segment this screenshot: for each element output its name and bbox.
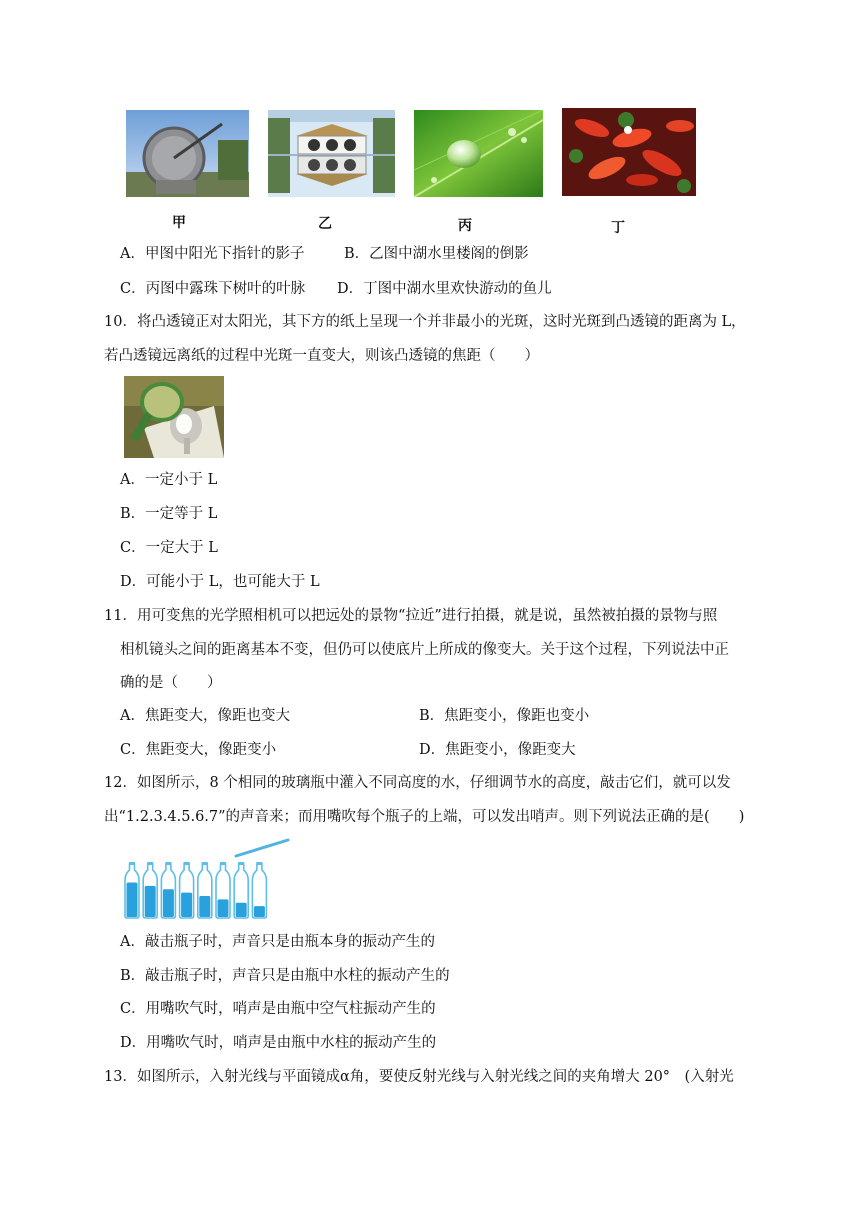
koi-fish-photo — [562, 108, 696, 196]
bottle — [143, 862, 157, 918]
magnifier-photo — [124, 376, 224, 458]
bottle-water — [163, 889, 174, 917]
bottle — [252, 862, 266, 918]
caption-bing: 丙 — [458, 218, 472, 234]
q9-option-d: D．丁图中湖水里欢快游动的鱼儿 — [337, 281, 552, 297]
caption-yi: 乙 — [318, 216, 332, 232]
pavilion-reflection-photo — [268, 110, 395, 197]
q11-stem-line3: 确的是（ ） — [120, 675, 222, 691]
bottle — [234, 862, 248, 918]
q12-option-b: B．敲击瓶子时，声音只是由瓶中水柱的振动产生的 — [120, 968, 450, 984]
q11-option-a: A．焦距变大，像距也变大 — [120, 708, 290, 724]
bottle-water — [254, 906, 265, 917]
q11-stem-line2: 相机镜头之间的距离基本不变，但仍可以使底片上所成的像变大。关于这个过程，下列说法中正 — [120, 642, 729, 658]
q9-option-c: C．丙图中露珠下树叶的叶脉 — [120, 281, 306, 297]
caption-jia: 甲 — [172, 215, 186, 231]
bottle — [216, 862, 230, 918]
q12-option-a: A．敲击瓶子时，声音只是由瓶本身的振动产生的 — [120, 934, 435, 950]
q12-option-c: C．用嘴吹气时，哨声是由瓶中空气柱振动产生的 — [120, 1001, 436, 1017]
bottle-water — [236, 903, 247, 917]
bottle-water — [199, 896, 210, 917]
q9-option-b: B．乙图中湖水里楼阁的倒影 — [344, 246, 529, 262]
bottle — [125, 862, 139, 918]
q10-stem-line1: 10．将凸透镜正对太阳光，其下方的纸上呈现一个并非最小的光斑，这时光斑到凸透镜的距离为 L， — [104, 314, 746, 330]
sundial-photo — [126, 110, 249, 197]
q11-stem-line1: 11．用可变焦的光学照相机可以把远处的景物“拉近”进行拍摄，就是说，虽然被拍摄的景物与照 — [104, 608, 718, 624]
dewdrop-leaf-photo — [414, 110, 543, 197]
q10-option-a: A．一定小于 L — [120, 472, 218, 488]
q9-option-a: A．甲图中阳光下指针的影子 — [120, 246, 305, 262]
q11-option-d: D．焦距变小，像距变大 — [419, 742, 576, 758]
q13-stem-line1: 13．如图所示，入射光线与平面镜成α角，要使反射光线与入射光线之间的夹角增大 20° (入射光 — [104, 1069, 734, 1085]
q10-option-d: D．可能小于 L，也可能大于 L — [120, 574, 320, 590]
caption-ding: 丁 — [611, 220, 625, 236]
q11-option-c: C．焦距变大，像距变小 — [120, 742, 277, 758]
bottle — [161, 862, 175, 918]
glass-bottles-figure — [122, 836, 292, 924]
bottle-water — [181, 893, 192, 917]
q10-option-b: B．一定等于 L — [120, 506, 218, 522]
q12-option-d: D．用嘴吹气时，哨声是由瓶中水柱的振动产生的 — [120, 1035, 437, 1051]
bottle — [180, 862, 194, 918]
q10-option-c: C．一定大于 L — [120, 540, 218, 556]
bottle-water — [218, 899, 229, 917]
q10-stem-line2: 若凸透镜远离纸的过程中光斑一直变大，则该凸透镜的焦距（ ） — [104, 348, 539, 364]
bottle-water — [145, 886, 156, 917]
q12-stem-line2: 出“1.2.3.4.5.6.7”的声音来；而用嘴吹每个瓶子的上端，可以发出哨声。则下列说法正确的是( ) — [104, 809, 745, 825]
bottle — [198, 862, 212, 918]
q12-stem-line1: 12．如图所示，8 个相同的玻璃瓶中灌入不同高度的水，仔细调节水的高度，敲击它们，就可以发 — [104, 775, 731, 791]
bottle-water — [127, 883, 138, 917]
q11-option-b: B．焦距变小，像距也变小 — [419, 708, 590, 724]
